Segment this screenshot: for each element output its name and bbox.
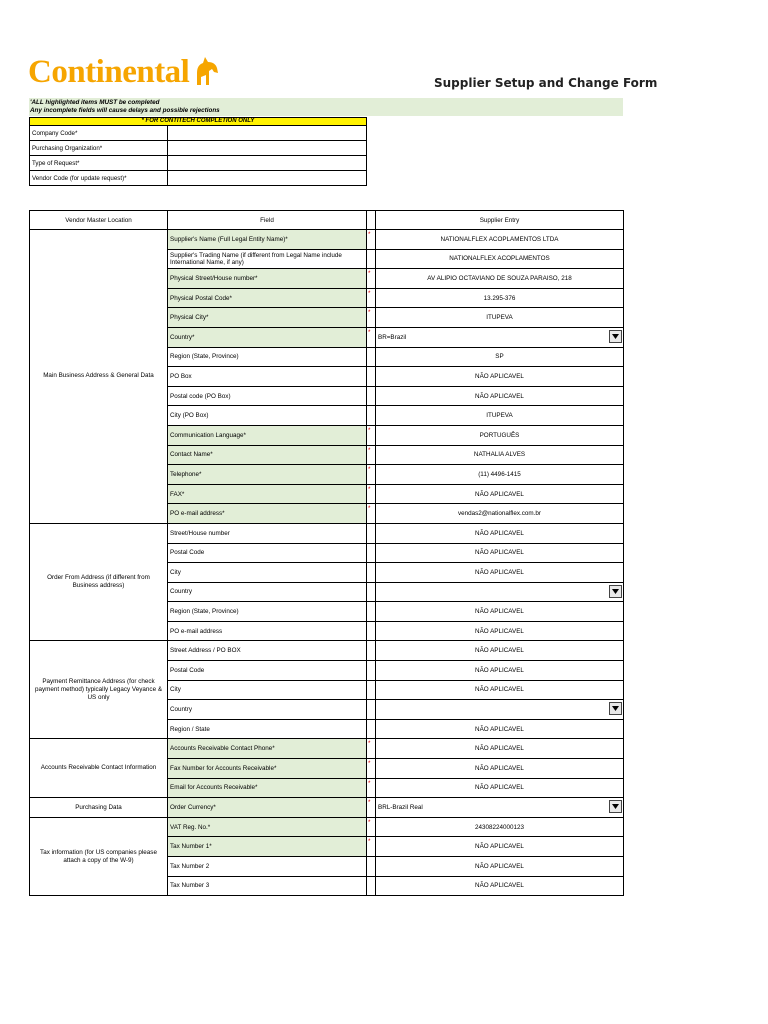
- contitech-only-banner: * FOR CONTITECH COMPLETION ONLY: [30, 118, 367, 126]
- vat-reg-input[interactable]: 24308224000123: [376, 817, 624, 837]
- region-input[interactable]: SP: [376, 347, 624, 367]
- postal-code-input[interactable]: 13.295-376: [376, 288, 624, 308]
- remit-city-input[interactable]: NÃO APLICAVEL: [376, 680, 624, 700]
- field-label: Country*: [168, 327, 367, 347]
- po-email-input[interactable]: vendas2@nationalflex.com.br: [376, 504, 624, 524]
- field-label: PO e-mail address: [168, 621, 367, 641]
- ar-email-input[interactable]: NÃO APLICAVEL: [376, 778, 624, 798]
- mark-empty: [367, 661, 376, 681]
- mark-empty: [367, 523, 376, 543]
- required-mark: *: [367, 739, 376, 759]
- remit-region-input[interactable]: NÃO APLICAVEL: [376, 719, 624, 739]
- table-row: [30, 798, 624, 818]
- mark-empty: [367, 641, 376, 661]
- field-label: Email for Accounts Receivable*: [168, 778, 367, 798]
- instruction-line-1: 'ALL highlighted items MUST be completed: [30, 99, 160, 106]
- mark-empty: [367, 700, 376, 720]
- field-label: Tax Number 1*: [168, 837, 367, 857]
- dropdown-arrow-icon[interactable]: [609, 702, 622, 715]
- field-label: PO Box: [168, 367, 367, 387]
- tax-number-2-input[interactable]: NÃO APLICAVEL: [376, 857, 624, 877]
- po-box-postal-code-input[interactable]: NÃO APLICAVEL: [376, 386, 624, 406]
- street-input[interactable]: AV ALIPIO OCTAVIANO DE SOUZA PARAISO, 218: [376, 269, 624, 289]
- field-label: City: [168, 563, 367, 583]
- required-mark: *: [367, 837, 376, 857]
- continental-logo: [28, 52, 221, 92]
- mark-empty: [367, 602, 376, 622]
- field-label: Accounts Receivable Contact Phone*: [168, 739, 367, 759]
- mark-empty: [367, 249, 376, 269]
- required-mark: *: [367, 288, 376, 308]
- form-title: Supplier Setup and Change Form: [434, 76, 658, 90]
- required-mark: *: [367, 759, 376, 779]
- field-label: Postal Code: [168, 543, 367, 563]
- order-postal-code-input[interactable]: NÃO APLICAVEL: [376, 543, 624, 563]
- communication-language-input[interactable]: PORTUGUÊS: [376, 425, 624, 445]
- po-box-city-input[interactable]: ITUPEVA: [376, 406, 624, 426]
- section-payment-remittance: Payment Remittance Address (for check payment method) typically Legacy Veyance & US only: [30, 641, 168, 739]
- field-label: Tax Number 2: [168, 857, 367, 877]
- remit-street-input[interactable]: NÃO APLICAVEL: [376, 641, 624, 661]
- field-label: Supplier's Name (Full Legal Entity Name)*: [168, 230, 367, 250]
- required-mark: *: [367, 327, 376, 347]
- field-label: Street Address / PO BOX: [168, 641, 367, 661]
- fax-input[interactable]: NÃO APLICAVEL: [376, 484, 624, 504]
- instruction-line-2: Any incomplete fields will cause delays and possible rejections: [30, 107, 220, 114]
- vendor-master-table: [29, 210, 624, 896]
- supplier-name-input[interactable]: NATIONALFLEX ACOPLAMENTOS LTDA: [376, 230, 624, 250]
- field-label: Postal Code: [168, 661, 367, 681]
- field-label: Region / State: [168, 719, 367, 739]
- field-label: Tax Number 3: [168, 876, 367, 896]
- order-currency-selected-value: BRL-Brazil Real: [378, 804, 423, 812]
- mark-empty: [367, 406, 376, 426]
- horse-icon: [191, 55, 221, 89]
- city-input[interactable]: ITUPEVA: [376, 308, 624, 328]
- field-label: Communication Language*: [168, 425, 367, 445]
- field-label: Postal code (PO Box): [168, 386, 367, 406]
- field-label: Physical Street/House number*: [168, 269, 367, 289]
- required-mark: *: [367, 269, 376, 289]
- telephone-input[interactable]: (11) 4496-1415: [376, 465, 624, 485]
- table-row: [30, 230, 624, 250]
- field-label: PO e-mail address*: [168, 504, 367, 524]
- section-tax: Tax information (for US companies please attach a copy of the W-9): [30, 817, 168, 895]
- mark-empty: [367, 386, 376, 406]
- vendor-code-input[interactable]: [168, 171, 367, 186]
- required-mark: *: [367, 798, 376, 818]
- section-accounts-receivable: Accounts Receivable Contact Information: [30, 739, 168, 798]
- internal-label: Company Code*: [30, 126, 168, 141]
- field-label: Order Currency*: [168, 798, 367, 818]
- field-label: Region (State, Province): [168, 347, 367, 367]
- field-label: Contact Name*: [168, 445, 367, 465]
- mark-empty: [367, 857, 376, 877]
- field-label: Region (State, Province): [168, 602, 367, 622]
- required-mark: *: [367, 445, 376, 465]
- mark-empty: [367, 680, 376, 700]
- purchasing-organization-input[interactable]: [168, 141, 367, 156]
- logo-text: Continental: [28, 54, 190, 90]
- company-code-input[interactable]: [168, 126, 367, 141]
- required-mark: *: [367, 425, 376, 445]
- dropdown-arrow-icon[interactable]: [609, 330, 622, 343]
- order-city-input[interactable]: NÃO APLICAVEL: [376, 563, 624, 583]
- field-label: Fax Number for Accounts Receivable*: [168, 759, 367, 779]
- table-row: [30, 817, 624, 837]
- order-street-input[interactable]: NÃO APLICAVEL: [376, 523, 624, 543]
- order-email-input[interactable]: NÃO APLICAVEL: [376, 621, 624, 641]
- po-box-input[interactable]: NÃO APLICAVEL: [376, 367, 624, 387]
- ar-fax-input[interactable]: NÃO APLICAVEL: [376, 759, 624, 779]
- field-label: Supplier's Trading Name (if different from Legal Name include International Name, if any): [168, 249, 367, 269]
- ar-phone-input[interactable]: NÃO APLICAVEL: [376, 739, 624, 759]
- order-country-dropdown[interactable]: [376, 582, 624, 602]
- mark-empty: [367, 543, 376, 563]
- header-field: Field: [168, 211, 367, 230]
- field-label: FAX*: [168, 484, 367, 504]
- required-mark: *: [367, 308, 376, 328]
- remit-country-dropdown[interactable]: [376, 700, 624, 720]
- field-label: City (PO Box): [168, 406, 367, 426]
- country-dropdown[interactable]: [376, 327, 624, 347]
- field-label: Street/House number: [168, 523, 367, 543]
- tax-number-1-input[interactable]: NÃO APLICAVEL: [376, 837, 624, 857]
- field-label: Physical City*: [168, 308, 367, 328]
- contact-name-input[interactable]: NATHALIA ALVES: [376, 445, 624, 465]
- table-row: [30, 641, 624, 661]
- section-order-from: Order From Address (if different from Business address): [30, 523, 168, 641]
- mark-empty: [367, 876, 376, 896]
- internal-label: Purchasing Organization*: [30, 141, 168, 156]
- mark-empty: [367, 347, 376, 367]
- field-label: City: [168, 680, 367, 700]
- mark-empty: [367, 719, 376, 739]
- field-label: Physical Postal Code*: [168, 288, 367, 308]
- mark-empty: [367, 367, 376, 387]
- field-label: Country: [168, 700, 367, 720]
- order-currency-dropdown[interactable]: [376, 798, 624, 818]
- header-location: Vendor Master Location: [30, 211, 168, 230]
- header-entry: Supplier Entry: [376, 211, 624, 230]
- field-label: VAT Reg. No.*: [168, 817, 367, 837]
- country-selected-value: BR=Brazil: [378, 333, 407, 341]
- section-main-business: Main Business Address & General Data: [30, 230, 168, 524]
- remit-postal-code-input[interactable]: NÃO APLICAVEL: [376, 661, 624, 681]
- header-mark: [367, 211, 376, 230]
- required-mark: *: [367, 504, 376, 524]
- tax-number-3-input[interactable]: NÃO APLICAVEL: [376, 876, 624, 896]
- field-label: Country: [168, 582, 367, 602]
- internal-use-table: [29, 117, 367, 186]
- mark-empty: [367, 582, 376, 602]
- field-label: Telephone*: [168, 465, 367, 485]
- table-row: [30, 523, 624, 543]
- required-mark: *: [367, 230, 376, 250]
- required-mark: *: [367, 778, 376, 798]
- dropdown-arrow-icon[interactable]: [609, 585, 622, 598]
- mark-empty: [367, 563, 376, 583]
- dropdown-arrow-icon[interactable]: [609, 800, 622, 813]
- header-row: [30, 211, 624, 230]
- required-mark: *: [367, 465, 376, 485]
- required-mark: *: [367, 817, 376, 837]
- type-of-request-input[interactable]: [168, 156, 367, 171]
- order-region-input[interactable]: NÃO APLICAVEL: [376, 602, 624, 622]
- required-mark: *: [367, 484, 376, 504]
- trading-name-input[interactable]: NATIONALFLEX ACOPLAMENTOS: [376, 249, 624, 269]
- internal-label: Vendor Code (for update request)*: [30, 171, 168, 186]
- mark-empty: [367, 621, 376, 641]
- section-purchasing: Purchasing Data: [30, 798, 168, 818]
- table-row: [30, 739, 624, 759]
- internal-label: Type of Request*: [30, 156, 168, 171]
